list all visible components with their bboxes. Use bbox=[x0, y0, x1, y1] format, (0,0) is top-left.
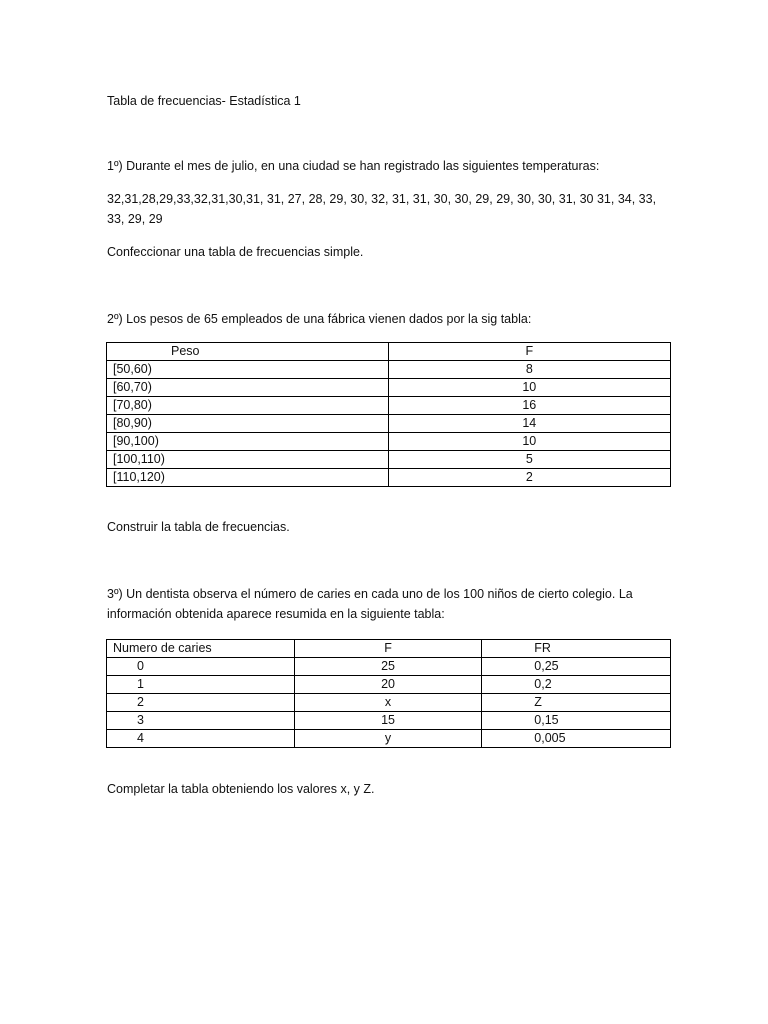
cell-numero-de-caries: 3 bbox=[107, 712, 295, 730]
question-2-statement: 2º) Los pesos de 65 empleados de una fábrica vienen dados por la sig tabla: bbox=[107, 312, 532, 326]
cell-peso: [60,70) bbox=[107, 379, 389, 397]
cell-peso: [80,90) bbox=[107, 415, 389, 433]
table-row bbox=[107, 469, 671, 487]
column-header-numero-de-caries: Numero de caries bbox=[107, 640, 295, 658]
table-row bbox=[107, 658, 671, 676]
question-3-task: Completar la tabla obteniendo los valores x, y Z. bbox=[107, 782, 375, 796]
caries-table bbox=[106, 639, 671, 748]
table-row bbox=[107, 451, 671, 469]
cell-f: 16 bbox=[388, 397, 670, 415]
weights-table bbox=[106, 342, 671, 487]
cell-f: 5 bbox=[388, 451, 670, 469]
cell-f: 2 bbox=[388, 469, 670, 487]
cell-peso: [50,60) bbox=[107, 361, 389, 379]
cell-peso: [100,110) bbox=[107, 451, 389, 469]
table-row bbox=[107, 676, 671, 694]
question-1-data: 32,31,28,29,33,32,31,30,31, 31, 27, 28, 29, 30, 32, 31, 31, 30, 30, 29, 29, 30, 30, 31, 30 31, 34, 33, 33, 29, 29 bbox=[107, 192, 657, 226]
column-header-fr: FR bbox=[482, 640, 671, 658]
cell-f: 10 bbox=[388, 379, 670, 397]
cell-numero-de-caries: 1 bbox=[107, 676, 295, 694]
cell-fr: 0,15 bbox=[482, 712, 671, 730]
cell-f: y bbox=[294, 730, 482, 748]
question-3-statement: 3º) Un dentista observa el número de caries en cada uno de los 100 niños de cierto colegio. La información obtenida aparece resumida en la siguiente tabla: bbox=[107, 587, 633, 621]
cell-f: 25 bbox=[294, 658, 482, 676]
cell-f: 8 bbox=[388, 361, 670, 379]
cell-f: 10 bbox=[388, 433, 670, 451]
cell-f: x bbox=[294, 694, 482, 712]
column-header-peso: Peso bbox=[107, 343, 389, 361]
cell-numero-de-caries: 4 bbox=[107, 730, 295, 748]
table-row bbox=[107, 379, 671, 397]
column-header-f: F bbox=[388, 343, 670, 361]
question-1-statement: 1º) Durante el mes de julio, en una ciudad se han registrado las siguientes temperaturas: bbox=[107, 159, 600, 173]
question-2-task: Construir la tabla de frecuencias. bbox=[107, 520, 290, 534]
table-header-row bbox=[107, 343, 671, 361]
cell-fr: Z bbox=[482, 694, 671, 712]
table-row bbox=[107, 433, 671, 451]
document-title: Tabla de frecuencias- Estadística 1 bbox=[107, 94, 301, 108]
table-row bbox=[107, 361, 671, 379]
cell-fr: 0,2 bbox=[482, 676, 671, 694]
question-1-task: Confeccionar una tabla de frecuencias simple. bbox=[107, 245, 364, 259]
cell-fr: 0,25 bbox=[482, 658, 671, 676]
table-row bbox=[107, 730, 671, 748]
cell-peso: [110,120) bbox=[107, 469, 389, 487]
cell-numero-de-caries: 2 bbox=[107, 694, 295, 712]
cell-f: 15 bbox=[294, 712, 482, 730]
cell-f: 14 bbox=[388, 415, 670, 433]
cell-peso: [70,80) bbox=[107, 397, 389, 415]
table-row bbox=[107, 694, 671, 712]
column-header-f: F bbox=[294, 640, 482, 658]
cell-f: 20 bbox=[294, 676, 482, 694]
cell-numero-de-caries: 0 bbox=[107, 658, 295, 676]
table-row bbox=[107, 712, 671, 730]
table-row bbox=[107, 415, 671, 433]
cell-fr: 0,005 bbox=[482, 730, 671, 748]
table-row bbox=[107, 397, 671, 415]
cell-peso: [90,100) bbox=[107, 433, 389, 451]
table-header-row bbox=[107, 640, 671, 658]
